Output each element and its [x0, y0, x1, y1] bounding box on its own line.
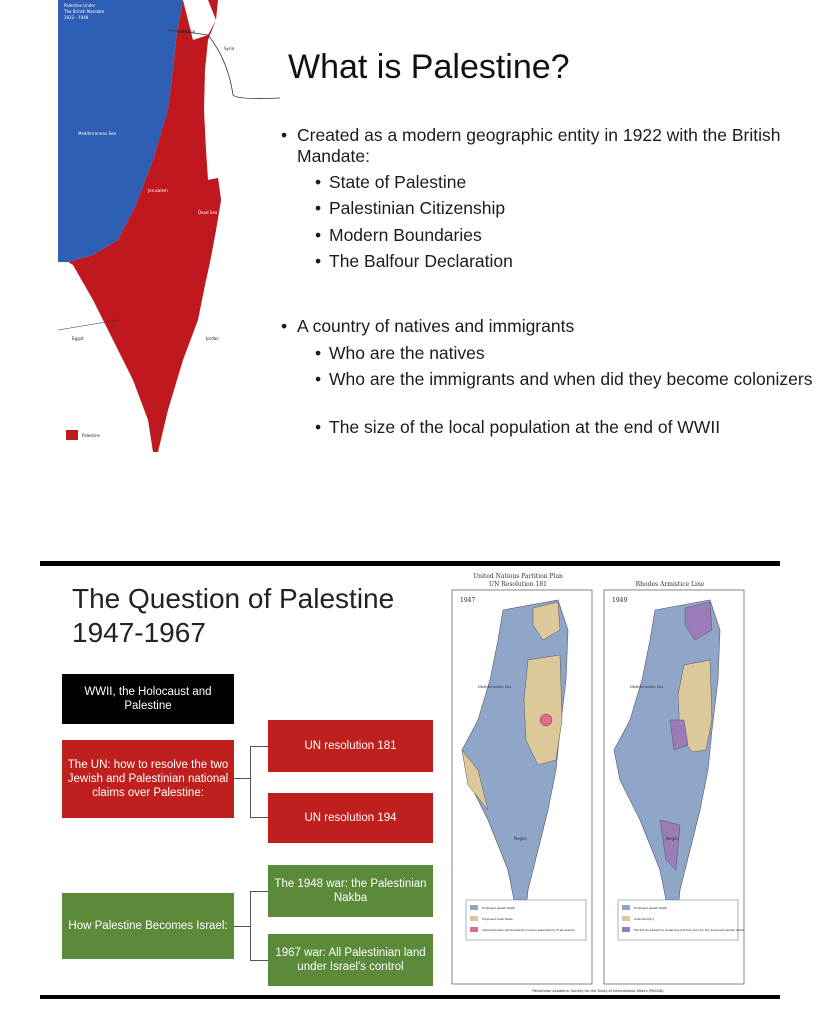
map-legend-line-1: Palestine Under	[64, 3, 96, 8]
legend-swatch-arab	[622, 916, 630, 921]
maps-footer: Palestinian Academic Society for the Study of International Affairs (PASSIA)	[532, 989, 664, 993]
sub-bullet-2-3	[315, 417, 721, 438]
connector	[250, 891, 268, 892]
map-right-sea: Mediterranean Sea	[630, 685, 664, 689]
box-un-resolve: The UN: how to resolve the two Jewish and Palestinian national claims over Palestine:	[62, 740, 234, 818]
map-left-jerusalem	[540, 714, 552, 726]
connector	[250, 746, 268, 747]
map-header-right: Rhodes Armistice Line	[635, 581, 705, 588]
sub-bullet-2-1	[315, 343, 485, 364]
bullet-dot: •	[315, 343, 322, 363]
box-wwii: WWII, the Holocaust and Palestine	[62, 674, 234, 724]
map-year-left: 1947	[460, 597, 476, 604]
label-egypt: Egypt	[72, 336, 84, 341]
box-resolution-181: UN resolution 181	[268, 720, 433, 772]
legend-swatch	[66, 430, 78, 440]
label-dead-sea: Dead Sea	[198, 210, 218, 215]
sub-bullet-text: The Balfour Declaration	[329, 251, 513, 271]
legend-left-1: Proposed Jewish State	[482, 906, 516, 910]
legend-right-1: Proposed Jewish State	[634, 906, 668, 910]
legend-swatch-seized	[622, 927, 630, 932]
slide-what-is-palestine	[0, 0, 840, 460]
box-resolution-194: UN resolution 194	[268, 793, 433, 843]
map-left-sea: Mediterranean Sea	[478, 685, 512, 689]
sub-bullet-text: The size of the local population at the end of WWII	[329, 417, 721, 437]
slide1-title: What is Palestine?	[288, 48, 570, 86]
slide2-title: The Question of Palestine 1947-1967	[72, 583, 395, 648]
syria-border	[208, 35, 280, 99]
legend-right-3: Territories seized by Israel beyond the area for the proposed Jewish State	[634, 928, 745, 932]
connector	[234, 778, 251, 779]
bullet-dot: •	[315, 417, 322, 437]
bullet-dot: •	[281, 125, 288, 145]
connector	[250, 960, 268, 961]
connector	[250, 746, 251, 818]
legend-swatch-jewish	[622, 905, 630, 910]
bullet-dot: •	[315, 369, 322, 389]
bullet-dot: •	[315, 198, 322, 218]
connector	[234, 926, 251, 927]
map-left-negev: Negev	[514, 836, 527, 841]
bullet-2	[281, 316, 822, 337]
legend-swatch-corpus	[470, 927, 478, 932]
legend-swatch-jewish	[470, 905, 478, 910]
bullet-dot: •	[315, 251, 322, 271]
connector	[250, 891, 251, 961]
bullet-1	[281, 125, 822, 167]
mandate-palestine-map	[58, 0, 280, 455]
sub-bullet-text: State of Palestine	[329, 172, 467, 192]
sub-bullet-1-3	[315, 225, 482, 246]
map-legend-line-3: 1922 - 1948	[64, 15, 89, 20]
box-how-palestine-becomes-israel: How Palestine Becomes Israel:	[62, 893, 234, 959]
sub-bullet-1-1	[315, 172, 467, 193]
legend-right-2: Arab territory	[634, 917, 655, 921]
legend-left-3: Internationally administered (corpus separatum) of Jerusalem	[482, 928, 575, 932]
map-header-left-1: United Nations Partition Plan	[473, 573, 563, 580]
label-sea: Mediterranean Sea	[78, 131, 116, 136]
label-jerusalem: Jerusalem	[148, 188, 168, 193]
sub-bullet-text: Modern Boundaries	[329, 225, 482, 245]
box-1967-war: 1967 war: All Palestinian land under Israel's control	[268, 934, 433, 986]
sub-bullet-text: Who are the natives	[329, 343, 485, 363]
slide2-top-rule	[40, 561, 780, 566]
bullet-dot: •	[315, 172, 322, 192]
label-syria: Syria	[224, 46, 235, 51]
map-legend-line-2: The British Mandate	[64, 9, 105, 14]
map-right-negev: Negev	[666, 836, 679, 841]
legend-item-label: Palestine	[82, 433, 101, 438]
partition-maps	[448, 570, 748, 998]
sub-bullet-2-2	[315, 369, 819, 390]
box-1948-war: The 1948 war: the Palestinian Nakba	[268, 865, 433, 917]
bullet-1-text: Created as a modern geographic entity in 1922 with the British Mandate:	[297, 125, 781, 166]
sub-bullet-1-2	[315, 198, 506, 219]
bullet-dot: •	[315, 225, 322, 245]
bullet-dot: •	[281, 316, 288, 336]
bullet-2-text: A country of natives and immigrants	[297, 316, 575, 336]
sub-bullet-text: Palestinian Citizenship	[329, 198, 506, 218]
label-lebanon: Lebanon	[178, 29, 196, 34]
map-year-right: 1949	[612, 597, 628, 604]
connector	[250, 817, 268, 818]
map-header-left-2: UN Resolution 181	[489, 581, 547, 588]
sub-bullet-text: Who are the immigrants and when did they become colonizers	[329, 369, 813, 389]
sub-bullet-1-4	[315, 251, 513, 272]
legend-swatch-arab	[470, 916, 478, 921]
label-jordan: Jordan	[206, 336, 219, 341]
legend-left-2: Proposed Arab State	[482, 917, 513, 921]
